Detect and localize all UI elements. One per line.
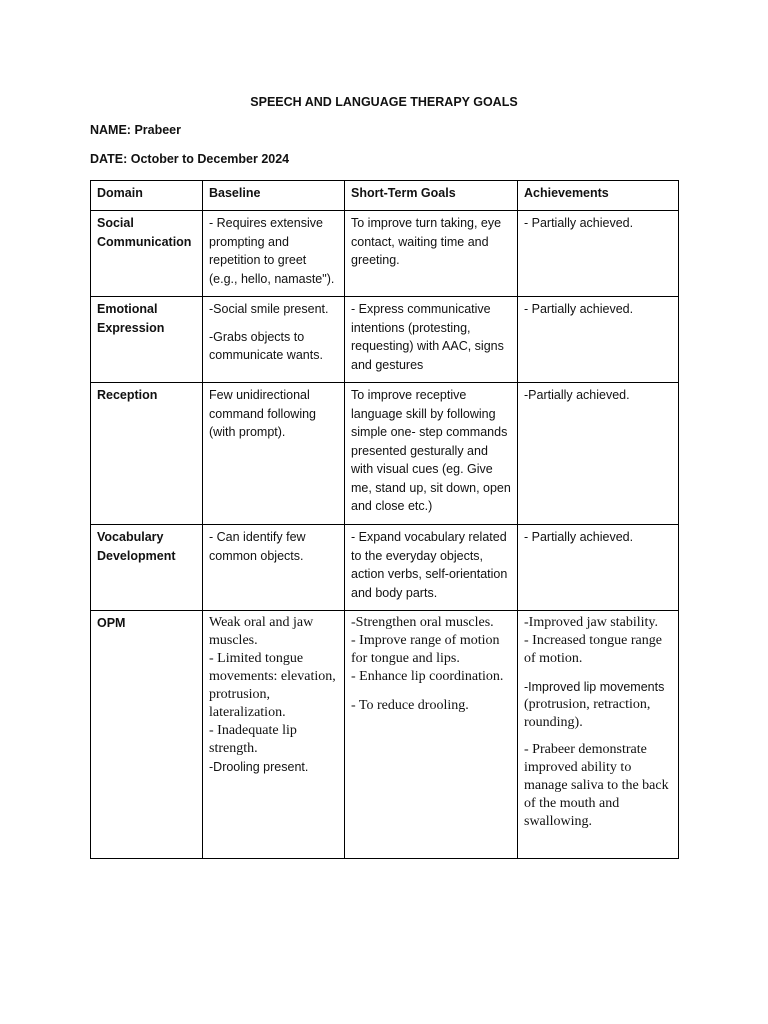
- table-row: [91, 297, 679, 383]
- document-title: SPEECH AND LANGUAGE THERAPY GOALS: [250, 95, 518, 109]
- goals-text: To improve turn taking, eye contact, waiting time and greeting.: [351, 216, 502, 267]
- achievements-text: - Partially achieved.: [524, 530, 634, 544]
- baseline-cell: [203, 211, 345, 297]
- baseline-text: - Can identify few common objects.: [209, 530, 306, 563]
- goals-cell: [345, 211, 518, 297]
- table-row: [91, 525, 679, 611]
- goals-line: - Enhance lip coordination.: [351, 669, 504, 684]
- table-header-row: [91, 181, 679, 211]
- goals-cell: [345, 297, 518, 383]
- goals-text: To improve receptive language skill by following simple one- step commands presented gesturally and with visual cues (eg. Give me, stand up, sit down, open and close etc.): [351, 388, 511, 513]
- baseline-cell: [203, 297, 345, 383]
- achievements-text: - Partially achieved.: [524, 216, 634, 230]
- achievements-cell: [518, 611, 679, 859]
- achievements-cell: [518, 211, 679, 297]
- baseline-line: -Drooling present.: [209, 760, 309, 774]
- goals-cell: [345, 525, 518, 611]
- achievements-line: -Improved jaw stability.: [524, 615, 659, 630]
- header-baseline: Baseline: [203, 181, 345, 211]
- table-row: [91, 383, 679, 525]
- baseline-text: -Grabs objects to communicate wants.: [209, 329, 323, 362]
- achievements-text: - Partially achieved.: [524, 302, 634, 316]
- therapy-goals-table: [90, 180, 679, 859]
- baseline-line: - Limited tongue movements: elevation, protrusion, lateralization.: [209, 651, 336, 720]
- baseline-text: - Requires extensive prompting and repetition to greet (e.g., hello, namaste").: [209, 216, 335, 286]
- header-short-term-goals: Short-Term Goals: [345, 181, 518, 211]
- achievements-cell: [518, 297, 679, 383]
- date-range: DATE: October to December 2024: [90, 152, 290, 166]
- patient-name: NAME: Prabeer: [90, 123, 181, 137]
- achievements-line: -Improved lip movements: [524, 680, 665, 694]
- goals-text: - Express communicative intentions (protesting, requesting) with AAC, signs and gestures: [351, 302, 504, 372]
- goals-line: - Improve range of motion for tongue and lips.: [351, 633, 500, 666]
- goals-cell: [345, 383, 518, 525]
- domain-cell: OPM: [91, 611, 203, 859]
- table-row: [91, 211, 679, 297]
- baseline-cell: [203, 611, 345, 859]
- achievements-line: - Prabeer demonstrate improved ability to manage saliva to the back of the mouth and swallowing.: [524, 742, 669, 829]
- baseline-text: Few unidirectional command following (with prompt).: [209, 388, 316, 439]
- goals-text: - Expand vocabulary related to the everyday objects, action verbs, self-orientation and body parts.: [351, 530, 508, 600]
- header-domain: Domain: [91, 181, 203, 211]
- achievements-text: -Partially achieved.: [524, 388, 630, 402]
- goals-line: -Strengthen oral muscles.: [351, 615, 494, 630]
- achievements-cell: [518, 383, 679, 525]
- achievements-line: (protrusion, retraction, rounding).: [524, 697, 651, 730]
- goals-cell: [345, 611, 518, 859]
- baseline-line: Weak oral and jaw muscles.: [209, 615, 314, 648]
- header-achievements: Achievements: [518, 181, 679, 211]
- baseline-text: -Social smile present.: [209, 302, 329, 316]
- baseline-cell: [203, 383, 345, 525]
- baseline-cell: [203, 525, 345, 611]
- table-row: [91, 611, 679, 859]
- achievements-cell: [518, 525, 679, 611]
- achievements-line: - Increased tongue range of motion.: [524, 633, 662, 666]
- baseline-line: - Inadequate lip strength.: [209, 723, 297, 756]
- goals-line: - To reduce drooling.: [351, 698, 469, 713]
- domain-cell: Reception: [91, 383, 203, 525]
- domain-cell: Social Communication: [91, 211, 203, 297]
- domain-cell: Emotional Expression: [91, 297, 203, 383]
- domain-cell: Vocabulary Development: [91, 525, 203, 611]
